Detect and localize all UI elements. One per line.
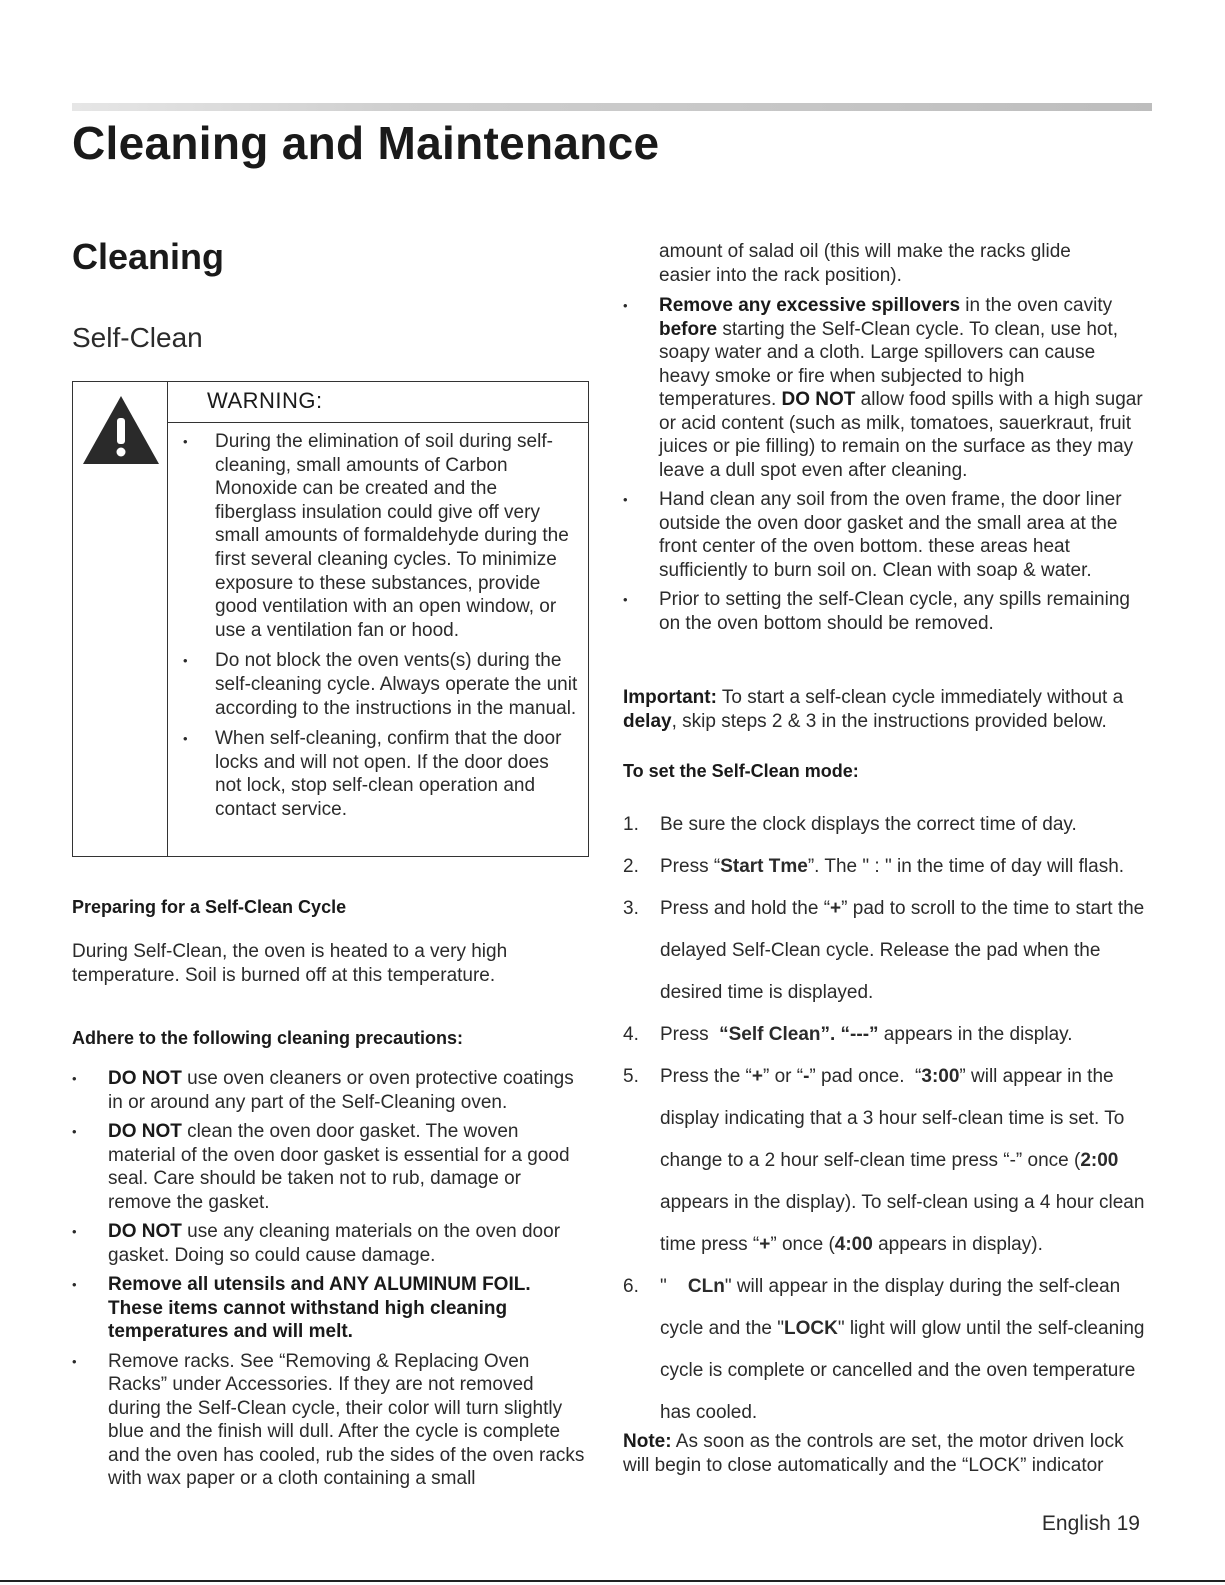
precaution-item: • DO NOT clean the oven door gasket. The woven material of the oven door gasket is essential for a good seal. Care should be taken not to rub, damage or remove the gasket.	[72, 1120, 587, 1214]
step-number: 1.	[623, 814, 639, 835]
step-text: Be sure the clock displays the correct time of day.	[660, 814, 1077, 835]
precautions-heading: Adhere to the following cleaning precautions:	[72, 1028, 464, 1048]
preparing-text: During Self-Clean, the oven is heated to a very high temperature. Soil is burned off at this temperature.	[72, 941, 508, 986]
page-title: Cleaning and Maintenance	[72, 117, 660, 169]
step-item	[623, 1014, 1153, 1056]
steps-heading: To set the Self-Clean mode:	[623, 761, 859, 781]
precaution-item: • Remove racks. See “Removing & Replacing Oven Racks” under Accessories. If they are not removed during the Self-Clean cycle, their color will turn slightly blue and the finish will dull. After the cycle is complete and the oven has cooled, rub the sides of the oven racks with wax paper or a cloth containing a small	[72, 1350, 587, 1491]
warning-title: WARNING:	[207, 388, 323, 413]
subsection-title: Self-Clean	[72, 322, 203, 353]
step-item	[623, 1266, 1153, 1434]
steps-list	[623, 804, 1153, 1434]
header-rule	[72, 103, 1152, 111]
step-item	[623, 846, 1153, 888]
warning-box	[72, 381, 589, 857]
section-title: Cleaning	[72, 236, 225, 277]
warning-title-line	[167, 422, 588, 423]
precaution-item: • DO NOT use oven cleaners or oven protective coatings in or around any part of the Self-Cleaning oven.	[72, 1067, 587, 1114]
step-text: Press the “+” or “-” pad once. “3:00” will appear in the display indicating that a 3 hour self-clean time is set. To change to a 2 hour self-clean time press “-” once (2:00 appears in the display). To self-clean using a 4 hour clean time press “+” once (4:00 appears in display).	[660, 1066, 1145, 1255]
prior-setting-item: • Prior to setting the self-Clean cycle, any spills remaining on the oven bottom should be removed.	[623, 588, 1143, 635]
preparing-heading: Preparing for a Self-Clean Cycle	[72, 897, 347, 917]
page-number: English 19	[1041, 1512, 1140, 1535]
warning-item: • When self-cleaning, confirm that the door locks and will not open. If the door does not lock, stop self-clean operation and contact service.	[183, 727, 578, 821]
warning-list	[183, 430, 578, 829]
bottom-rule	[0, 1580, 1225, 1582]
step-text: Press “Start Tme”. The " : " in the time of day will flash.	[660, 856, 1125, 877]
warning-item: • Do not block the oven vents(s) during the self-cleaning cycle. Always operate the unit according to the instructions in the manual.	[183, 649, 578, 720]
step-item	[623, 888, 1153, 1014]
step-number: 3.	[623, 898, 639, 919]
important-note: Important: To start a self-clean cycle immediately without a delay, skip steps 2 & 3 in the instructions provided below.	[623, 687, 1124, 732]
step-number: 6.	[623, 1276, 639, 1297]
step-text: Press and hold the “+” pad to scroll to the time to start the delayed Self-Clean cycle. Release the pad when the desired time is displayed.	[660, 898, 1145, 1003]
step-number: 5.	[623, 1066, 639, 1087]
precaution-item: • DO NOT use any cleaning materials on the oven door gasket. Doing so could cause damage.	[72, 1220, 587, 1267]
spillover-item: • Remove any excessive spillovers in the oven cavity before starting the Self-Clean cycle. To clean, use hot, soapy water and a cloth. Large spillovers can cause heavy smoke or fire when subjected to high temperatures. DO NOT allow food spills with a high sugar or acid content (such as milk, tomatoes, sauerkraut, fruit juices or pie filling) to remain on the surface as they may leave a dull spot even after cleaning.	[623, 294, 1143, 482]
note-text: Note: As soon as the controls are set, the motor driven lock will begin to close automatically and the “LOCK” indicator	[623, 1431, 1124, 1476]
step-text: " CLn" will appear in the display during the self-clean cycle and the "LOCK" light will glow until the self-cleaning cycle is complete or cancelled and the oven temperature has cooled.	[660, 1276, 1145, 1423]
warning-triangle-icon	[81, 394, 161, 466]
step-number: 2.	[623, 856, 639, 877]
right-bullet-list	[623, 294, 1143, 641]
hand-clean-item: • Hand clean any soil from the oven frame, the door liner outside the oven door gasket and the small area at the front center of the oven bottom. these areas heat sufficiently to burn soil on. Clean with soap & water.	[623, 488, 1143, 582]
step-item	[623, 1056, 1153, 1266]
warning-divider	[167, 382, 168, 856]
warning-item: • During the elimination of soil during self-cleaning, small amounts of Carbon Monoxide can be created and the fiberglass insulation could give off very small amounts of formaldehyde during the first several cleaning cycles. To minimize exposure to these substances, provide good ventilation with an open window, or use a ventilation fan or hood.	[183, 430, 578, 642]
step-text: Press “Self Clean”. “---” appears in the display.	[660, 1024, 1073, 1045]
precautions-list	[72, 1067, 587, 1497]
step-item	[623, 804, 1153, 846]
continuation-text: amount of salad oil (this will make the racks glide easier into the rack position).	[659, 241, 1071, 286]
precaution-item: • Remove all utensils and ANY ALUMINUM FOIL. These items cannot withstand high cleaning temperatures and will melt.	[72, 1273, 587, 1344]
step-number: 4.	[623, 1024, 639, 1045]
